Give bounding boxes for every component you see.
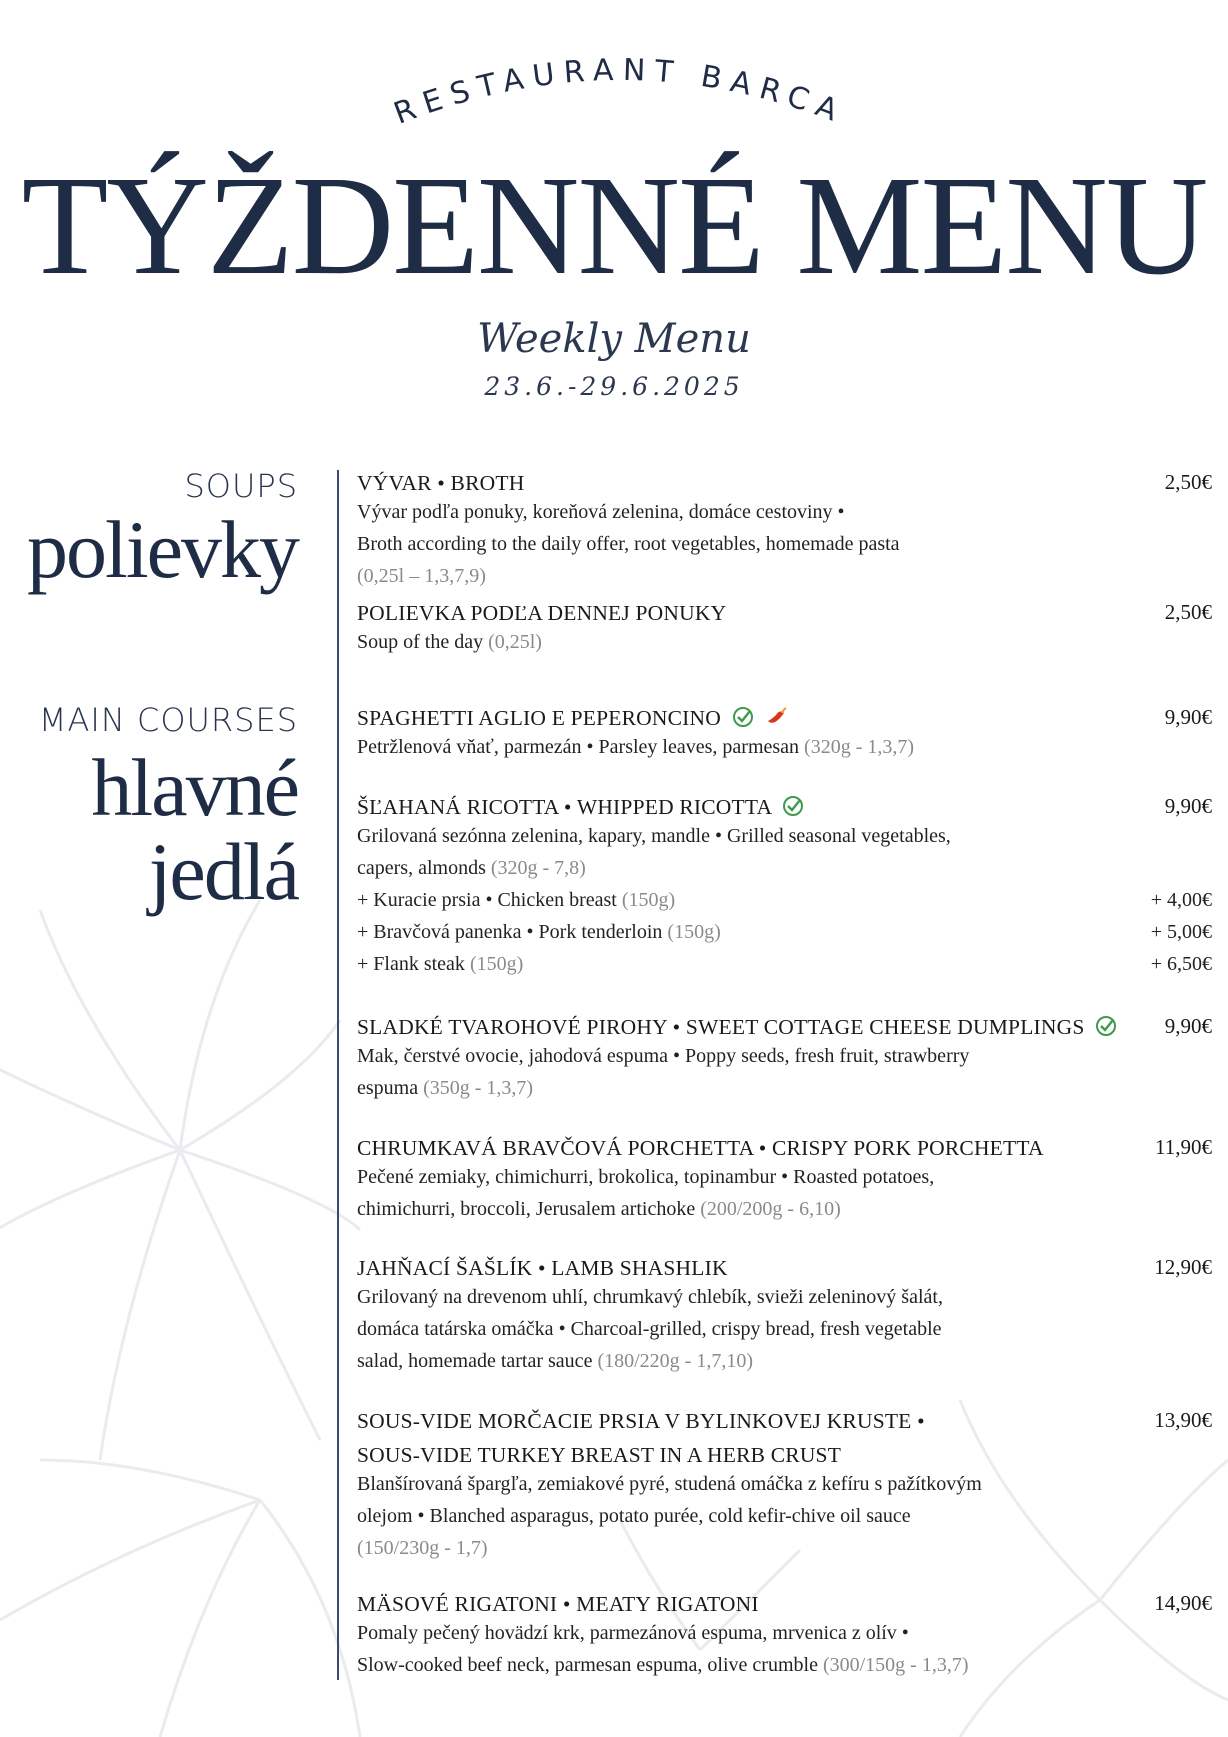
item-portion-allergens: (320g - 7,8): [490, 857, 586, 879]
section-label-sk: polievky: [27, 504, 298, 595]
item-title: CHRUMKAVÁ BRAVČOVÁ PORCHETTA • CRISPY PORK PORCHETTA: [357, 1136, 1044, 1160]
item-description: Pečené zemiaky, chimichurri, brokolica, topinambur • Roasted potatoes,: [357, 1166, 935, 1188]
vegetarian-icon: [781, 794, 805, 818]
item-price: 12,90€: [1154, 1255, 1212, 1279]
item-price: 9,90€: [1164, 705, 1212, 729]
item-portion-allergens: (150/230g - 1,7): [357, 1537, 488, 1559]
item-description: Mak, čerstvé ovocie, jahodová espuma • Poppy seeds, fresh fruit, strawberry: [357, 1045, 970, 1067]
svg-text:RESTAURANT BARCA: RESTAURANT BARCA: [389, 52, 851, 132]
menu-item: [357, 794, 1212, 980]
item-description: Grilovaný na drevenom uhlí, chrumkavý chlebík, svieži zeleninový šalát,: [357, 1286, 943, 1308]
chili-icon: [764, 705, 788, 729]
item-title: SOUS-VIDE TURKEY BREAST IN A HERB CRUST: [357, 1443, 842, 1467]
item-title: MÄSOVÉ RIGATONI • MEATY RIGATONI: [357, 1592, 759, 1616]
item-price: 9,90€: [1164, 794, 1212, 818]
soups-section-heading: [27, 466, 298, 595]
menu-item: [357, 705, 1212, 763]
item-price: 2,50€: [1164, 470, 1212, 494]
item-title: POLIEVKA PODĽA DENNEJ PONUKY: [357, 601, 727, 625]
section-label-en: MAIN COURSES: [38, 701, 298, 739]
item-description: capers, almonds: [357, 857, 486, 879]
item-price: 2,50€: [1164, 600, 1212, 624]
item-portion-allergens: (320g - 1,3,7): [804, 736, 915, 758]
addon-option: + Kuracie prsia • Chicken breast (150g) + 4,00€: [357, 884, 1212, 916]
addon-price: + 5,00€: [1150, 921, 1212, 943]
item-title: SOUS-VIDE MORČACIE PRSIA V BYLINKOVEJ KRUSTE •: [357, 1409, 925, 1433]
item-price: 9,90€: [1164, 1014, 1212, 1038]
addon-option: + Flank steak (150g) + 6,50€: [357, 948, 1212, 980]
menu-item: [357, 1255, 1212, 1377]
restaurant-name-arc: [380, 40, 860, 160]
menu-item: [357, 470, 1212, 592]
item-description: olejom • Blanched asparagus, potato purée, cold kefir-chive oil sauce: [357, 1505, 911, 1527]
page-title: TÝŽDENNÉ MENU: [21, 146, 1207, 304]
vegetarian-icon: [1094, 1014, 1118, 1038]
item-description: salad, homemade tartar sauce: [357, 1350, 593, 1372]
vegetarian-icon: [731, 705, 755, 729]
item-title: SLADKÉ TVAROHOVÉ PIROHY • SWEET COTTAGE CHEESE DUMPLINGS: [357, 1015, 1085, 1039]
menu-item: [357, 600, 1212, 658]
item-portion-allergens: (0,25l – 1,3,7,9): [357, 565, 486, 587]
addon-price: + 4,00€: [1150, 889, 1212, 911]
section-label-sk: hlavné: [91, 742, 298, 833]
menu-item: [357, 1591, 1212, 1681]
item-title: VÝVAR • BROTH: [357, 471, 525, 495]
section-label-en: SOUPS: [184, 467, 298, 505]
addon-option: + Bravčová panenka • Pork tenderloin (150g) + 5,00€: [357, 916, 1212, 948]
item-description: chimichurri, broccoli, Jerusalem artichoke: [357, 1198, 696, 1220]
item-portion-allergens: (0,25l): [488, 631, 542, 653]
page-subtitle: Weekly Menu: [477, 316, 751, 362]
item-portion-allergens: (300/150g - 1,3,7): [822, 1654, 969, 1676]
item-title: JAHŇACÍ ŠAŠLÍK • LAMB SHASHLIK: [357, 1256, 728, 1280]
item-title: SPAGHETTI AGLIO E PEPERONCINO: [357, 706, 721, 730]
item-description: Pomaly pečený hovädzí krk, parmezánová espuma, mrvenica z olív •: [357, 1622, 909, 1644]
menu-item: [357, 1014, 1212, 1104]
item-title: ŠĽAHANÁ RICOTTA • WHIPPED RICOTTA: [357, 795, 772, 819]
item-description: Petržlenová vňať, parmezán • Parsley leaves, parmesan: [357, 736, 800, 758]
section-label-sk: jedlá: [148, 826, 298, 917]
item-price: 11,90€: [1155, 1135, 1212, 1159]
item-description: domáca tatárska omáčka • Charcoal-grilled, crispy bread, fresh vegetable: [357, 1318, 942, 1340]
item-price: 14,90€: [1154, 1591, 1212, 1615]
menu-date-range: 23.6.-29.6.2025: [484, 372, 744, 401]
item-portion-allergens: (350g - 1,3,7): [423, 1077, 534, 1099]
item-description: Slow-cooked beef neck, parmesan espuma, olive crumble: [357, 1654, 818, 1676]
item-description: Blanšírovaná špargľa, zemiakové pyré, studená omáčka z kefíru s pažítkovým: [357, 1473, 982, 1495]
item-portion-allergens: (200/200g - 6,10): [700, 1198, 841, 1220]
item-portion-allergens: (180/220g - 1,7,10): [597, 1350, 753, 1372]
divider-line: [337, 470, 339, 1680]
addon-price: + 6,50€: [1150, 953, 1212, 975]
item-description: espuma: [357, 1077, 419, 1099]
item-description: Grilovaná sezónna zelenina, kapary, mandle • Grilled seasonal vegetables,: [357, 825, 951, 847]
item-description: Vývar podľa ponuky, koreňová zelenina, domáce cestoviny •: [357, 501, 845, 523]
item-description: Broth according to the daily offer, root vegetables, homemade pasta: [357, 533, 900, 555]
menu-item: [357, 1408, 1212, 1564]
main-courses-section-heading: [38, 700, 298, 917]
menu-item: [357, 1135, 1212, 1225]
item-price: 13,90€: [1154, 1408, 1212, 1432]
item-description: Soup of the day: [357, 631, 484, 653]
